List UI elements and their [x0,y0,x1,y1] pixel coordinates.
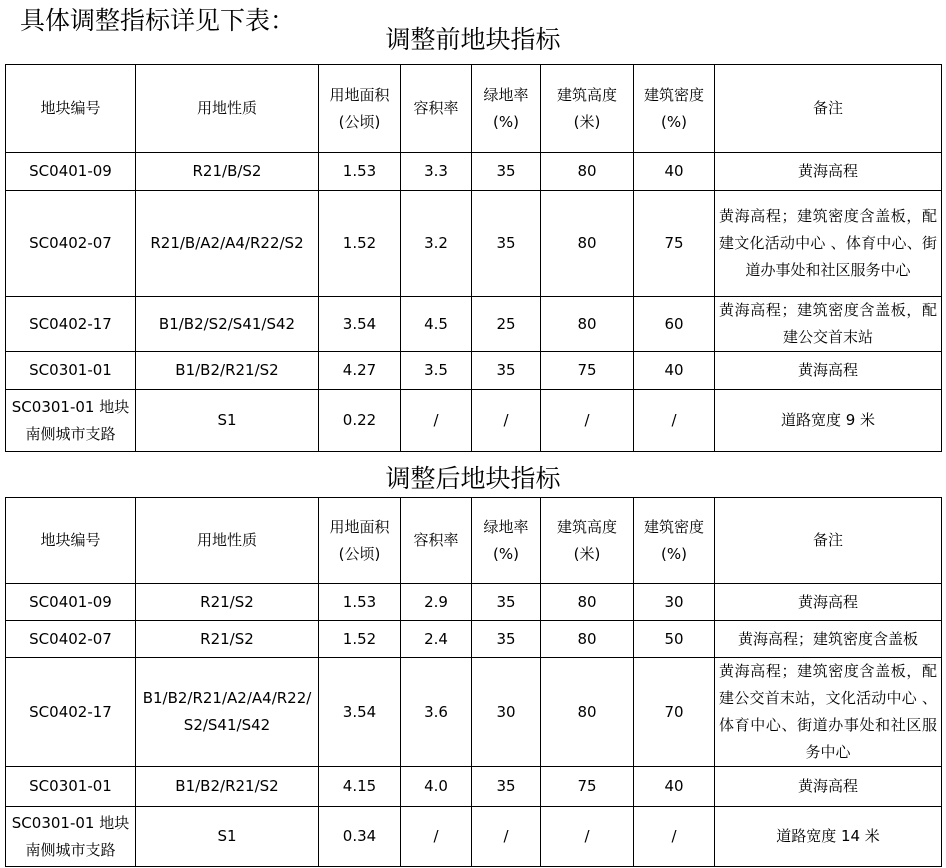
cell-use: B1/B2/R21/A2/A4/R22/S2/S41/S42 [136,658,319,767]
header-note: 备注 [715,498,942,584]
cell-area: 4.15 [319,767,401,807]
cell-density: 60 [634,297,715,352]
header-area-line1: 用地面积 [329,85,390,104]
cell-area: 1.52 [319,191,401,297]
cell-use: R21/S2 [136,584,319,621]
header-height-line1: 建筑高度 [556,517,617,536]
header-green [472,498,541,584]
header-green-line1: 绿地率 [483,85,529,104]
cell-use: R21/B/S2 [136,153,319,191]
header-density-line1: 建筑密度 [643,517,704,536]
table-row [6,352,942,390]
cell-note: 道路宽度 14 米 [715,807,942,867]
cell-far: 3.2 [401,191,472,297]
cell-green: 35 [472,584,541,621]
cell-height: 80 [541,621,634,658]
cell-id: SC0402-07 [6,621,136,658]
cell-green: 35 [472,191,541,297]
cell-id: SC0402-17 [6,297,136,352]
header-use: 用地性质 [136,65,319,153]
cell-id: SC0401-09 [6,584,136,621]
cell-id: SC0301-01 地块南侧城市支路 [6,807,136,867]
cell-use: B1/B2/R21/S2 [136,352,319,390]
cell-height: 80 [541,153,634,191]
cell-note: 黄海高程 [715,767,942,807]
cell-area: 3.54 [319,658,401,767]
cell-note: 黄海高程；建筑密度含盖板，配建公交首末站，文化活动中心 、体育中心、街道办事处和社区服务中心 [715,658,942,767]
header-green-line2: (%) [493,112,519,131]
cell-far: / [401,807,472,867]
header-area-line2: (公顷) [338,112,381,131]
table-row [6,658,942,767]
cell-far: 4.0 [401,767,472,807]
cell-density: 50 [634,621,715,658]
intro-text: 具体调整指标详见下表： [20,6,296,35]
cell-far: / [401,390,472,452]
header-height [541,498,634,584]
cell-area: 3.54 [319,297,401,352]
cell-green: / [472,390,541,452]
header-density-line1: 建筑密度 [643,85,704,104]
cell-note: 黄海高程；建筑密度含盖板，配建公交首末站 [715,297,942,352]
table-row [6,621,942,658]
cell-use: R21/S2 [136,621,319,658]
cell-area: 0.22 [319,390,401,452]
header-height-line1: 建筑高度 [556,85,617,104]
cell-height: 80 [541,297,634,352]
cell-use: R21/B/A2/A4/R22/S2 [136,191,319,297]
cell-height: / [541,390,634,452]
cell-id: SC0301-01 [6,767,136,807]
cell-note: 黄海高程；建筑密度含盖板 [715,621,942,658]
header-area-line2: (公顷) [338,544,381,563]
table-row [6,191,942,297]
cell-density: 40 [634,153,715,191]
table-row [6,297,942,352]
cell-far: 2.4 [401,621,472,658]
cell-note: 黄海高程；建筑密度含盖板，配建文化活动中心 、体育中心、街道办事处和社区服务中心 [715,191,942,297]
cell-green: 25 [472,297,541,352]
table-before [5,64,942,452]
cell-area: 1.53 [319,584,401,621]
cell-density: 40 [634,767,715,807]
cell-use: S1 [136,390,319,452]
table-row [6,153,942,191]
cell-height: 75 [541,767,634,807]
cell-far: 3.6 [401,658,472,767]
header-height-line2: (米) [573,544,601,563]
cell-area: 1.52 [319,621,401,658]
cell-id: SC0402-07 [6,191,136,297]
header-area [319,498,401,584]
table-row [6,767,942,807]
cell-height: / [541,807,634,867]
header-row [6,65,942,153]
cell-note: 黄海高程 [715,584,942,621]
header-id: 地块编号 [6,498,136,584]
cell-height: 80 [541,658,634,767]
header-height [541,65,634,153]
table-row [6,807,942,867]
cell-height: 80 [541,191,634,297]
table-after-title: 调整后地块指标 [385,464,561,493]
cell-far: 3.3 [401,153,472,191]
cell-far: 2.9 [401,584,472,621]
cell-area: 0.34 [319,807,401,867]
cell-green: 35 [472,767,541,807]
cell-use: B1/B2/S2/S41/S42 [136,297,319,352]
cell-area: 1.53 [319,153,401,191]
cell-density: / [634,807,715,867]
header-density-line2: (%) [661,544,687,563]
cell-area: 4.27 [319,352,401,390]
header-density [634,498,715,584]
header-density [634,65,715,153]
cell-density: 30 [634,584,715,621]
cell-id: SC0301-01 [6,352,136,390]
header-green-line1: 绿地率 [483,517,529,536]
header-height-line2: (米) [573,112,601,131]
header-row [6,498,942,584]
header-area [319,65,401,153]
cell-id: SC0301-01 地块南侧城市支路 [6,390,136,452]
cell-density: 75 [634,191,715,297]
table-after [5,497,942,867]
cell-density: 70 [634,658,715,767]
cell-use: B1/B2/R21/S2 [136,767,319,807]
cell-height: 75 [541,352,634,390]
table-row [6,584,942,621]
cell-green: 35 [472,153,541,191]
header-density-line2: (%) [661,112,687,131]
cell-id: SC0401-09 [6,153,136,191]
cell-green: 35 [472,352,541,390]
cell-green: 35 [472,621,541,658]
cell-far: 3.5 [401,352,472,390]
header-id: 地块编号 [6,65,136,153]
table-row [6,390,942,452]
cell-id: SC0402-17 [6,658,136,767]
cell-far: 4.5 [401,297,472,352]
cell-note: 黄海高程 [715,352,942,390]
header-note: 备注 [715,65,942,153]
cell-use: S1 [136,807,319,867]
header-green [472,65,541,153]
cell-density: 40 [634,352,715,390]
header-far: 容积率 [401,498,472,584]
cell-green: / [472,807,541,867]
header-green-line2: (%) [493,544,519,563]
header-area-line1: 用地面积 [329,517,390,536]
header-far: 容积率 [401,65,472,153]
cell-density: / [634,390,715,452]
cell-note: 黄海高程 [715,153,942,191]
cell-height: 80 [541,584,634,621]
header-use: 用地性质 [136,498,319,584]
cell-green: 30 [472,658,541,767]
cell-note: 道路宽度 9 米 [715,390,942,452]
table-before-title: 调整前地块指标 [385,25,561,54]
